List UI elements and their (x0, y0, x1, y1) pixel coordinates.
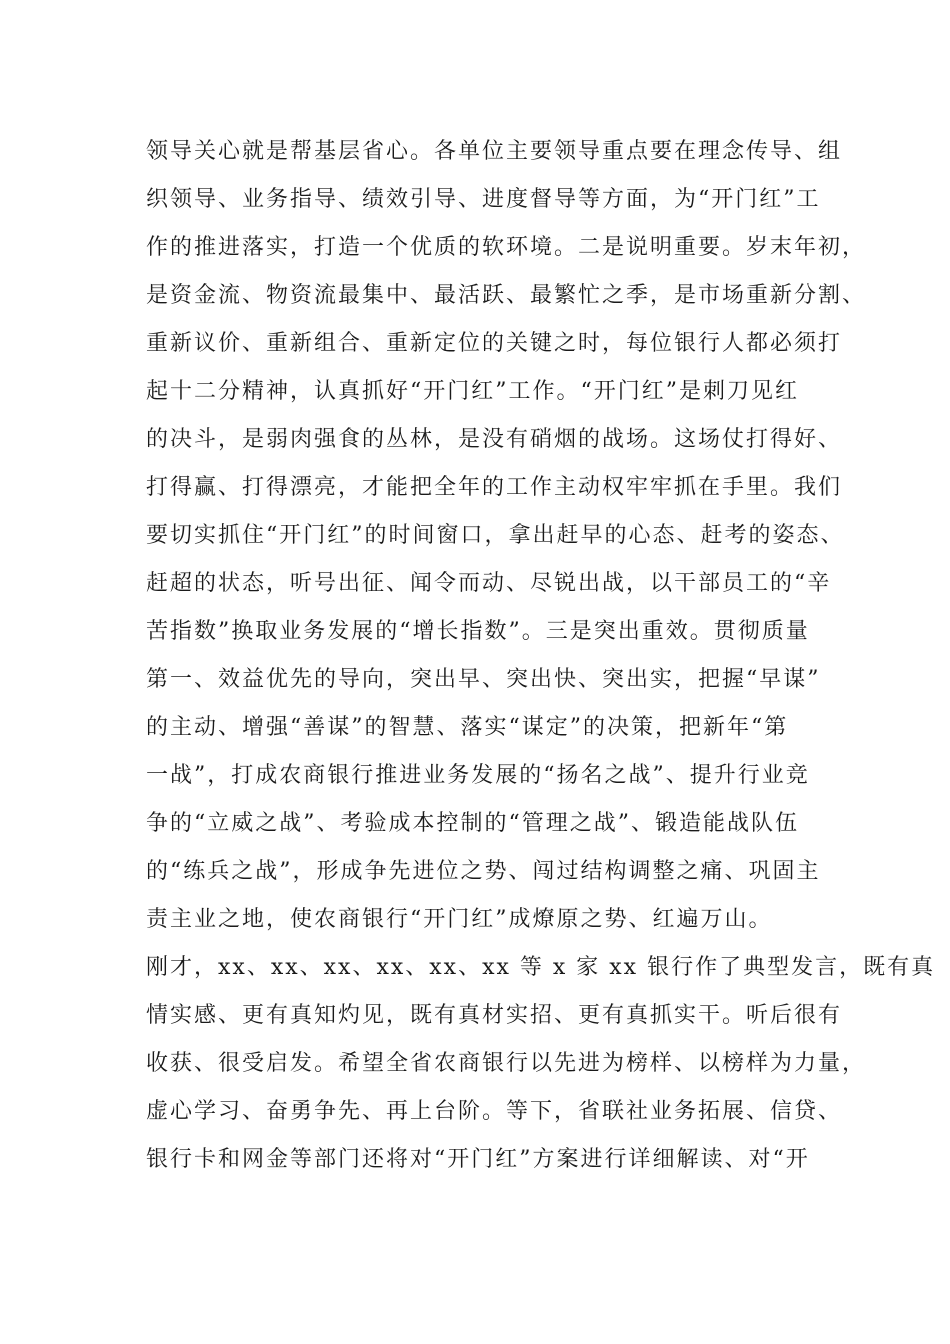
paragraph-line: 的决斗，是弱肉强食的丛林，是没有硝烟的战场。这场仗打得好、 (146, 427, 843, 452)
paragraph-line: 织领导、业务指导、绩效引导、进度督导等方面，为“开门红”工 (146, 187, 821, 212)
paragraph-line: 第一、效益优先的导向，突出早、突出快、突出实，把握“早谋” (146, 667, 821, 692)
paragraph-line: 赶超的状态，听号出征、闻令而动、尽锐出战，以干部员工的“辛 (146, 571, 832, 596)
paragraph-line: 情实感、更有真知灼见，既有真材实招、更有真抓实干。听后很有 (146, 1003, 843, 1028)
paragraph-line: 银行卡和网金等部门还将对“开门红”方案进行详细解读、对“开 (146, 1147, 810, 1172)
paragraph-line: 争的“立威之战”、考验成本控制的“管理之战”、锻造能战队伍 (146, 811, 799, 836)
paragraph-line: 虚心学习、奋勇争先、再上台阶。等下，省联社业务拓展、信贷、 (146, 1099, 843, 1124)
paragraph-line: 要切实抓住“开门红”的时间窗口，拿出赶早的心态、赶考的姿态、 (146, 523, 845, 548)
paragraph-line: 收获、很受启发。希望全省农商银行以先进为榜样、以榜样为力量， (146, 1051, 867, 1076)
paragraph-line: 是资金流、物资流最集中、最活跃、最繁忙之季，是市场重新分割、 (146, 283, 867, 308)
paragraph-line: 苦指数”换取业务发展的“增长指数”。三是突出重效。贯彻质量 (146, 619, 810, 644)
paragraph-line: 打得赢、打得漂亮，才能把全年的工作主动权牢牢抓在手里。我们 (146, 475, 843, 500)
paragraph-line: 的主动、增强“善谋”的智慧、落实“谋定”的决策，把新年“第 (146, 715, 789, 740)
paragraph-line: 重新议价、重新组合、重新定位的关键之时，每位银行人都必须打 (146, 331, 843, 356)
paragraph-line: 一战”，打成农商银行推进业务发展的“扬名之战”、提升行业竞 (146, 763, 810, 788)
paragraph-line: 责主业之地，使农商银行“开门红”成燎原之势、红遍万山。 (146, 907, 773, 932)
paragraph-line: 领导关心就是帮基层省心。各单位主要领导重点要在理念传导、组 (146, 139, 843, 164)
paragraph-line: 刚才，xx、xx、xx、xx、xx、xx 等 x 家 xx 银行作了典型发言，既有真 (146, 955, 936, 980)
paragraph-line: 起十二分精神，认真抓好“开门红”工作。“开门红”是刺刀见红 (146, 379, 799, 404)
paragraph-line: 的“练兵之战”，形成争先进位之势、闯过结构调整之痛、巩固主 (146, 859, 821, 884)
paragraph-line: 作的推进落实，打造一个优质的软环境。二是说明重要。岁末年初， (146, 235, 867, 260)
